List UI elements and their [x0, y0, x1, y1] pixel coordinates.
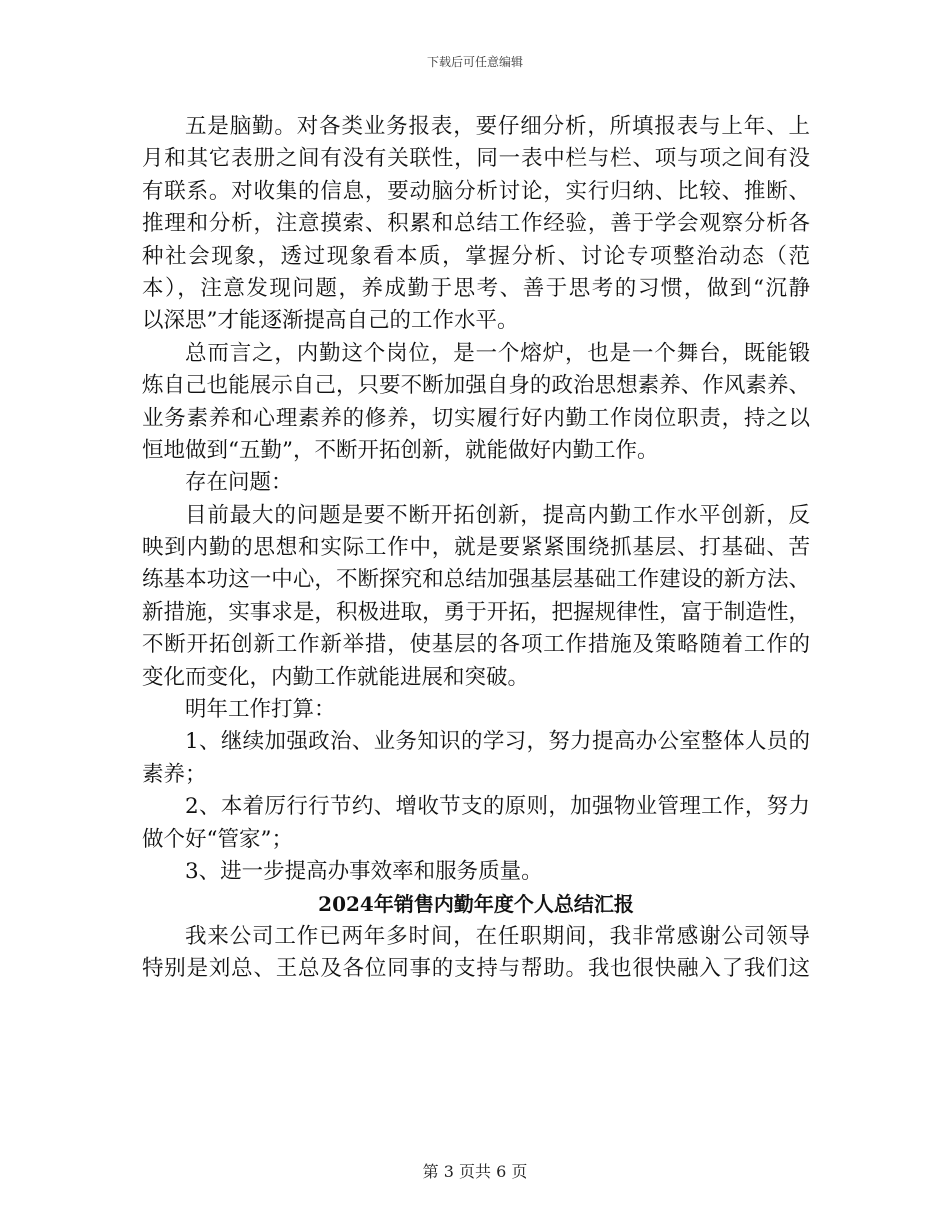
text-line: 本），注意发现问题，养成勤于思考、善于思考的习惯，做到“沉静 — [142, 275, 810, 301]
text-line: 以深思”才能逐渐提高自己的工作水平。 — [142, 308, 519, 334]
text-line: 我来公司工作已两年多时间，在任职期间，我非常感谢公司领导 — [185, 923, 810, 949]
page-number: 第 3 页共 6 页 — [422, 1162, 528, 1181]
text-line: 有联系。对收集的信息，要动脑分析讨论，实行归纳、比较、推断、 — [142, 178, 810, 204]
section-heading: 2024年销售内勤年度个人总结汇报 — [318, 892, 634, 917]
text-line: 目前最大的问题是要不断开拓创新，提高内勤工作水平创新，反 — [185, 502, 810, 528]
text-line: 炼自己也能展示自己，只要不断加强自身的政治思想素养、作风素养、 — [142, 373, 810, 399]
text-line: 五是脑勤。对各类业务报表，要仔细分析，所填报表与上年、上 — [185, 114, 810, 139]
page-header-note: 下载后可任意编辑 — [426, 55, 523, 69]
text-line: 恒地做到“五勤”，不断开拓创新，就能做好内勤工作。 — [142, 437, 659, 463]
text-line: 新措施，实事求是，积极进取，勇于开拓，把握规律性，富于制造性， — [142, 599, 810, 625]
paragraphs-after-heading — [142, 921, 810, 986]
text-line: 特别是刘总、王总及各位同事的支持与帮助。我也很快融入了我们这 — [142, 956, 810, 982]
text-line: 3、进一步提高办事效率和服务质量。 — [185, 858, 543, 884]
text-line: 存在问题： — [185, 470, 293, 496]
document-body — [142, 111, 810, 986]
text-line: 做个好“管家”； — [142, 826, 293, 852]
text-line: 不断开拓创新工作新举措，使基层的各项工作措施及策略随着工作的 — [142, 632, 810, 658]
text-line: 月和其它表册之间有没有关联性，同一表中栏与栏、项与项之间有没 — [142, 146, 810, 172]
text-line: 1、继续加强政治、业务知识的学习，努力提高办公室整体人员的 — [185, 729, 810, 755]
text-line: 总而言之，内勤这个岗位，是一个熔炉，也是一个舞台，既能锻 — [185, 340, 810, 366]
text-line: 种社会现象，透过现象看本质，掌握分析、讨论专项整治动态（范 — [142, 243, 810, 269]
text-line: 映到内勤的思想和实际工作中，就是要紧紧围绕抓基层、打基础、苦 — [142, 535, 810, 561]
text-line: 明年工作打算： — [185, 697, 336, 723]
text-line: 2、本着厉行行节约、增收节支的原则，加强物业管理工作，努力 — [185, 794, 810, 820]
text-line: 变化而变化，内勤工作就能进展和突破。 — [142, 664, 530, 690]
paragraphs-before-heading — [142, 111, 810, 888]
text-line: 练基本功这一中心，不断探究和总结加强基层基础工作建设的新方法、 — [142, 567, 810, 593]
text-line: 业务素养和心理素养的修养，切实履行好内勤工作岗位职责，持之以 — [142, 405, 810, 431]
text-line: 推理和分析，注意摸索、积累和总结工作经验，善于学会观察分析各 — [142, 211, 810, 237]
text-line: 素养； — [142, 761, 207, 787]
